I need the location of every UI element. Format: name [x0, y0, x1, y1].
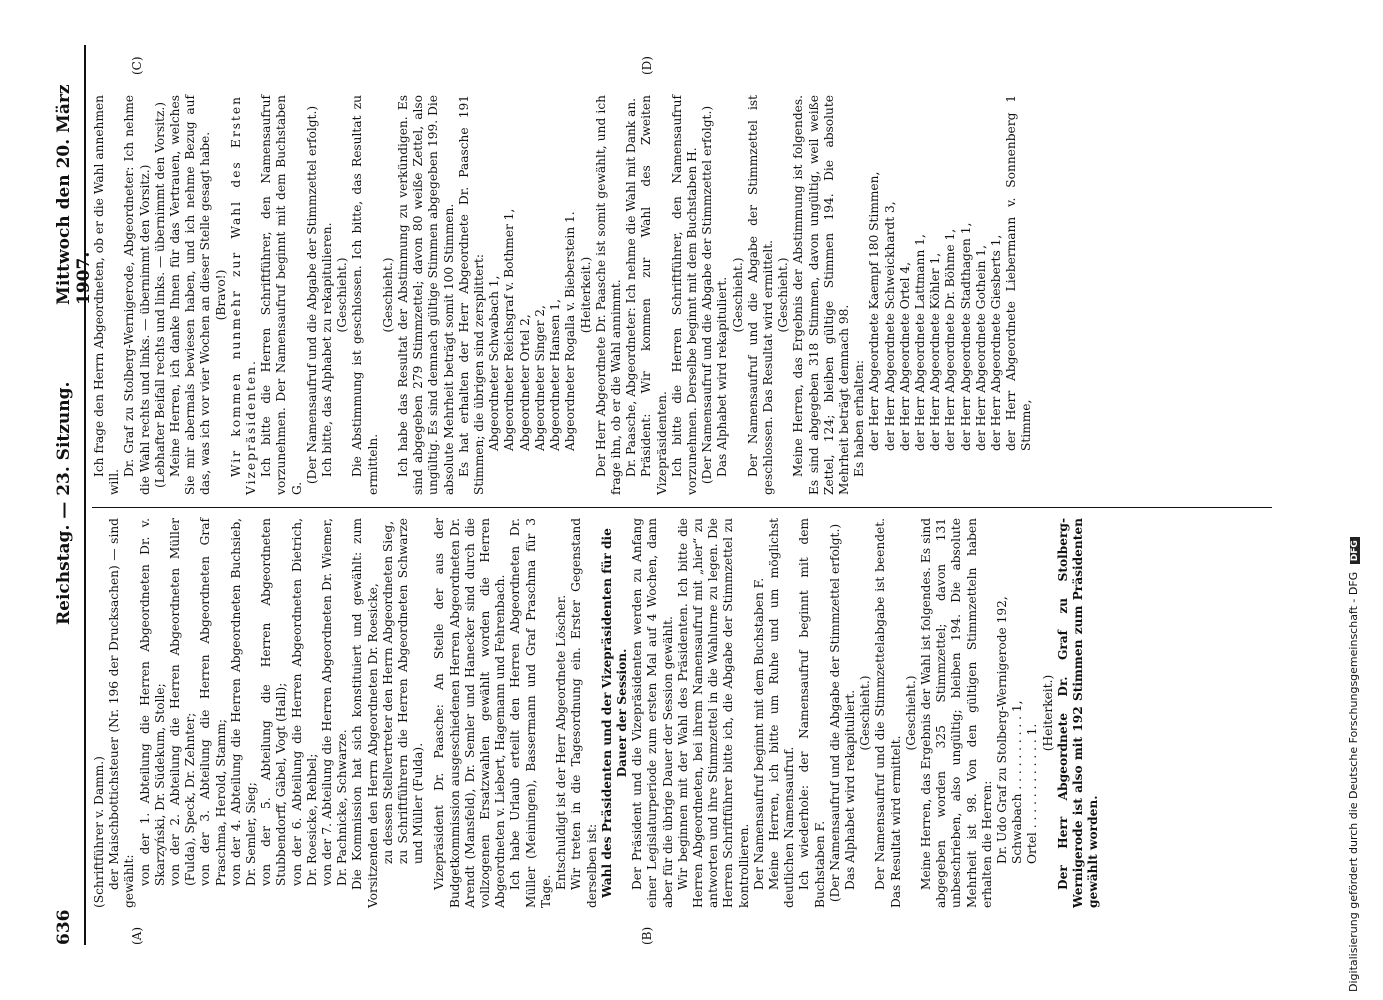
vote-result: Abgeordneter Singer 2, — [532, 305, 547, 451]
paragraph: Ich bitte, das Alphabet zu rekapitulieren. — [320, 222, 335, 477]
speaker-note: (Schriftführer v. Damm.) — [92, 756, 106, 908]
margin-mark-c: (C) — [130, 56, 144, 75]
column-divider — [92, 507, 1272, 508]
vote-result: Abgeordneter Ortel 2, — [517, 314, 532, 451]
paragraph: Der Namensaufruf und die Stimmzettelabgabe ist beendet. Das Resultat wird ermittelt. — [873, 518, 903, 908]
list-item: von der 5. Abteilung die Herren Abgeordneten Stubbendorff, Gäbel, Vogt (Hall); — [259, 518, 289, 886]
paragraph: Der Namensaufruf und die Abgabe der Stimmzettel ist geschlossen. Das Resultat wird ermittelt. — [745, 95, 775, 495]
paragraph: Ich frage den Herrn Abgeordneten, ob er die Wahl annehmen will. — [92, 95, 122, 495]
paragraph: Die Abstimmung ist geschlossen. Ich bitte, das Resultat zu ermitteln. — [350, 95, 380, 495]
stage-direction: (Bravo!) — [213, 269, 228, 321]
header-date: Mittwoch den 20. März 1907. — [54, 84, 94, 305]
stage-direction: (Der Namensaufruf und die Abgabe der Stimmzettel erfolgt.) — [304, 105, 319, 485]
margin-mark-d: (D) — [640, 56, 654, 75]
vote-result: der Herr Abgeordnete Ortel 4, — [897, 261, 912, 451]
paragraph: Dr. Graf zu Stolberg-Wernigerode, Abgeordneter: Ich nehme die Wahl rechts und links. — übernimmt den Vorsitz.) — [122, 95, 152, 495]
vote-result: Abgeordneter Schwabach 1, — [487, 275, 502, 451]
list-item: zu Schriftführern die Herren Abgeordneten Schwarze und Müller (Fulda). — [396, 518, 426, 864]
vote-result: der Herr Abgeordnete Giesberts 1, — [988, 234, 1003, 451]
paragraph: Wir treten in die Tagesordnung ein. Erster Gegenstand derselben ist: — [569, 518, 599, 908]
paragraph: Ich bitte die Herren Schriftführer, den Namensaufruf vorzunehmen. Der Namensaufruf beginnt mit dem Buchstaben G. — [259, 95, 304, 495]
paragraph: Dr. Paasche, Abgeordneter: Ich nehme die Wahl mit Dank an. — [624, 97, 639, 477]
right-column — [92, 95, 1035, 495]
stage-direction: (Der Namensaufruf und die Abgabe der Stimmzettel erfolgt.) — [827, 523, 842, 903]
vote-result: der Herr Abgeordnete Liebermann v. Sonnenberg 1 Stimme, — [1004, 95, 1034, 451]
paragraph: Das Alphabet wird rekapituliert. — [715, 276, 730, 477]
list-item: von der 1. Abteilung die Herren Abgeordneten Dr. v. Skarzyński, Dr. Südekum, Stolle; — [137, 518, 167, 886]
paragraph: Der Herr Abgeordnete Dr. Graf zu Stolberg-Wernigerode ist also mit 192 Stimmen zum Präsidenten gewählt worden. — [1055, 518, 1101, 908]
paragraph: Ich bitte die Herren Schriftführer, den Namensaufruf vorzunehmen. Derselbe beginnt mit dem Buchstaben H. — [669, 95, 699, 495]
paragraph: Vizepräsident Dr. Paasche: An Stelle der aus der Budgetkommission ausgeschiedenen Herren Abgeordneten Dr. Arendt (Mansfeld), Dr. Semler und Hanecker sind durch die vollzogenen Ersatzwahlen gewählt worden die Herren Abgeordneten v. Liebert, Hagemann und Fehrenbach. — [432, 518, 508, 908]
vote-result: der Herr Abgeordnete Stadthagen 1, — [958, 222, 973, 451]
paragraph: Präsident: Wir kommen zur Wahl des Zweiten Vizepräsidenten. — [639, 95, 669, 495]
digitization-credit-strip — [1347, 0, 1377, 1000]
vote-result: Ortel . . . . . . . . . . . . 1. — [1025, 723, 1040, 864]
vote-result: Dr. Udo Graf zu Stolberg-Wernigerode 192, — [994, 596, 1009, 864]
paragraph: Ich habe Urlaub erteilt den Herren Abgeordneten Dr. Müller (Meiningen), Bassermann und Graf Praschma für 3 Tage. — [508, 518, 553, 908]
digitization-credit: Digitalisierung gefördert durch die Deutsche Forschungsgemeinschaft - DFG — [1347, 571, 1360, 992]
paragraph: Das Alphabet wird rekapituliert. — [842, 689, 857, 890]
paragraph: Wir kommen nunmehr zur Wahl des Ersten Vizepräsidenten. — [228, 95, 259, 495]
list-item: von der 3. Abteilung die Herren Abgeordneten Graf Praschma, Herold, Stamm; — [198, 518, 228, 886]
margin-mark-b: (B) — [640, 926, 654, 945]
paragraph: Es haben erhalten: — [852, 360, 867, 477]
list-item: von der 4. Abteilung die Herren Abgeordneten Buchsieb, Dr. Semler, Sieg; — [228, 518, 259, 886]
vote-result: Abgeordneter Rogalla v. Bieberstein 1. — [563, 211, 578, 451]
stage-direction: (Lebhafter Beifall rechts und links. — übernimmt den Vorsitz.) — [152, 101, 167, 489]
paragraph: Ich wiederhole: der Namensaufruf beginnt mit dem Buchstaben F. — [797, 518, 827, 908]
stage-direction: (Geschieht.) — [335, 257, 350, 333]
list-item: zu dessen Stellvertreter den Herrn Abgeordneten Sieg, — [380, 520, 395, 864]
vote-result: der Herr Abgeordnete Gothein 1, — [973, 245, 988, 451]
stage-direction: (Geschieht.) — [903, 675, 918, 751]
vote-result: Abgeordneter Hansen 1, — [548, 298, 563, 451]
paragraph: Der Namensaufruf beginnt mit dem Buchstaben F. — [751, 577, 766, 890]
paragraph: Der Herr Abgeordnete Dr. Paasche ist somit gewählt, und ich frage ihn, ob er die Wahl annimmt. — [593, 95, 623, 495]
list-item: von der 2. Abteilung die Herren Abgeordneten Müller (Fulda), Speck, Dr. Zehnter; — [168, 518, 198, 886]
paragraph: Meine Herren, das Ergebnis der Wahl ist folgendes. Es sind abgegeben worden 325 Stimmzettel; davon 131 unbeschrieben, also ungültig; bleiben 194. Die absolute Mehrheit ist 98. Von den gültigen Stimmzetteln haben erhalten die Herren: — [918, 518, 994, 908]
paragraph: Ich habe das Resultat der Abstimmung zu verkündigen. Es sind abgegeben 279 Stimmzettel; davon 80 weiße Zettel, also ungültig. Es sind demnach gültige Stimmen abgegeben 199. Die absolute Mehrheit beträgt somit 100 Stimmen. — [396, 95, 456, 495]
list-item: von der 6. Abteilung die Herren Abgeordneten Dietrich, Dr. Roesicke, Rehbel; — [289, 518, 319, 886]
vote-result: der Herr Abgeordnete Dr. Böhme 1, — [943, 228, 958, 451]
dfg-logo: DFG — [1350, 537, 1360, 564]
vote-result: Schwabach . . . . . . . . . . 1, — [1010, 700, 1025, 864]
stage-direction: (Geschieht.) — [858, 675, 873, 751]
header-session: Reichstag. — 23. Sitzung. — [54, 381, 74, 625]
stage-direction: (Geschieht.) — [380, 257, 395, 333]
stage-direction: (Heiterkeit.) — [1040, 674, 1055, 752]
vote-result: der Herr Abgeordnete Kaempf 180 Stimmen, — [867, 171, 882, 451]
paragraph: Die Kommission hat sich konstituiert und gewählt: zum Vorsitzenden den Herrn Abgeordneten Dr. Roesicke, — [350, 518, 380, 908]
stage-direction: (Geschieht.) — [730, 257, 745, 333]
left-column — [92, 518, 1101, 908]
paragraph: Meine Herren, das Ergebnis der Abstimmung ist folgendes. Es sind abgegeben 318 Stimmen, davon ungültig, weil weiße Zettel, 124; bleiben gültige Stimmen 194. Die absolute Mehrheit beträgt demnach 98. — [791, 95, 851, 495]
page-header — [50, 45, 94, 945]
stage-direction: (Der Namensaufruf und die Abgabe der Stimmzettel erfolgt.) — [700, 105, 715, 485]
paragraph: Meine Herren, ich danke Ihnen für das Vertrauen, welches Sie mir abermals bewiesen haben, und ich nehme Bezug auf das, was ich vor vier Wochen an dieser Stelle gesagt habe. — [168, 95, 213, 495]
page-number: 636 — [54, 909, 74, 945]
paragraph: der Maischbottichsteuer (Nr. 196 der Drucksachen) — sind gewählt: — [107, 518, 137, 908]
stage-direction: (Geschieht.) — [776, 257, 791, 333]
paragraph: Der Präsident und die Vizepräsidenten werden zu Anfang einer Legislaturperiode zum ersten Mal auf 4 Wochen, dann aber für die übrige Dauer der Session gewählt. — [630, 518, 675, 908]
vote-result: der Herr Abgeordnete Lattmann 1, — [912, 234, 927, 451]
vote-result: Abgeordneter Reichsgraf v. Bothmer 1, — [502, 208, 517, 451]
list-item: von der 7. Abteilung die Herren Abgeordneten Dr. Wiemer, Dr. Pachnicke, Schwarze. — [320, 518, 350, 886]
agenda-heading: Wahl des Präsidenten und der Vizepräsidenten für die Dauer der Session. — [599, 528, 629, 898]
vote-result: der Herr Abgeordnete Köhler 1, — [928, 252, 943, 451]
paragraph: Wir beginnen mit der Wahl des Präsidenten. Ich bitte die Herren Abgeordneten, bei ihrem Namensaufruf mit „hier“ zu antworten und ihre Stimmzettel in die Wahlurne zu legen. Die Herren Schriftführer bitte ich, die Abgabe der Stimmzettel zu kontrollieren. — [675, 518, 751, 908]
vote-result: der Herr Abgeordnete Schweickhardt 3, — [882, 201, 897, 451]
paragraph: Es hat erhalten der Herr Abgeordnete Dr. Paasche 191 Stimmen; die übrigen sind zersplittert: — [456, 95, 487, 495]
paragraph: Meine Herren, ich bitte um Ruhe und um möglichst deutlichen Namensaufruf. — [766, 518, 797, 908]
paragraph: Entschuldigt ist der Herr Abgeordnete Löscher. — [554, 594, 569, 890]
stage-direction: (Heiterkeit.) — [578, 256, 593, 334]
margin-mark-a: (A) — [130, 926, 144, 945]
